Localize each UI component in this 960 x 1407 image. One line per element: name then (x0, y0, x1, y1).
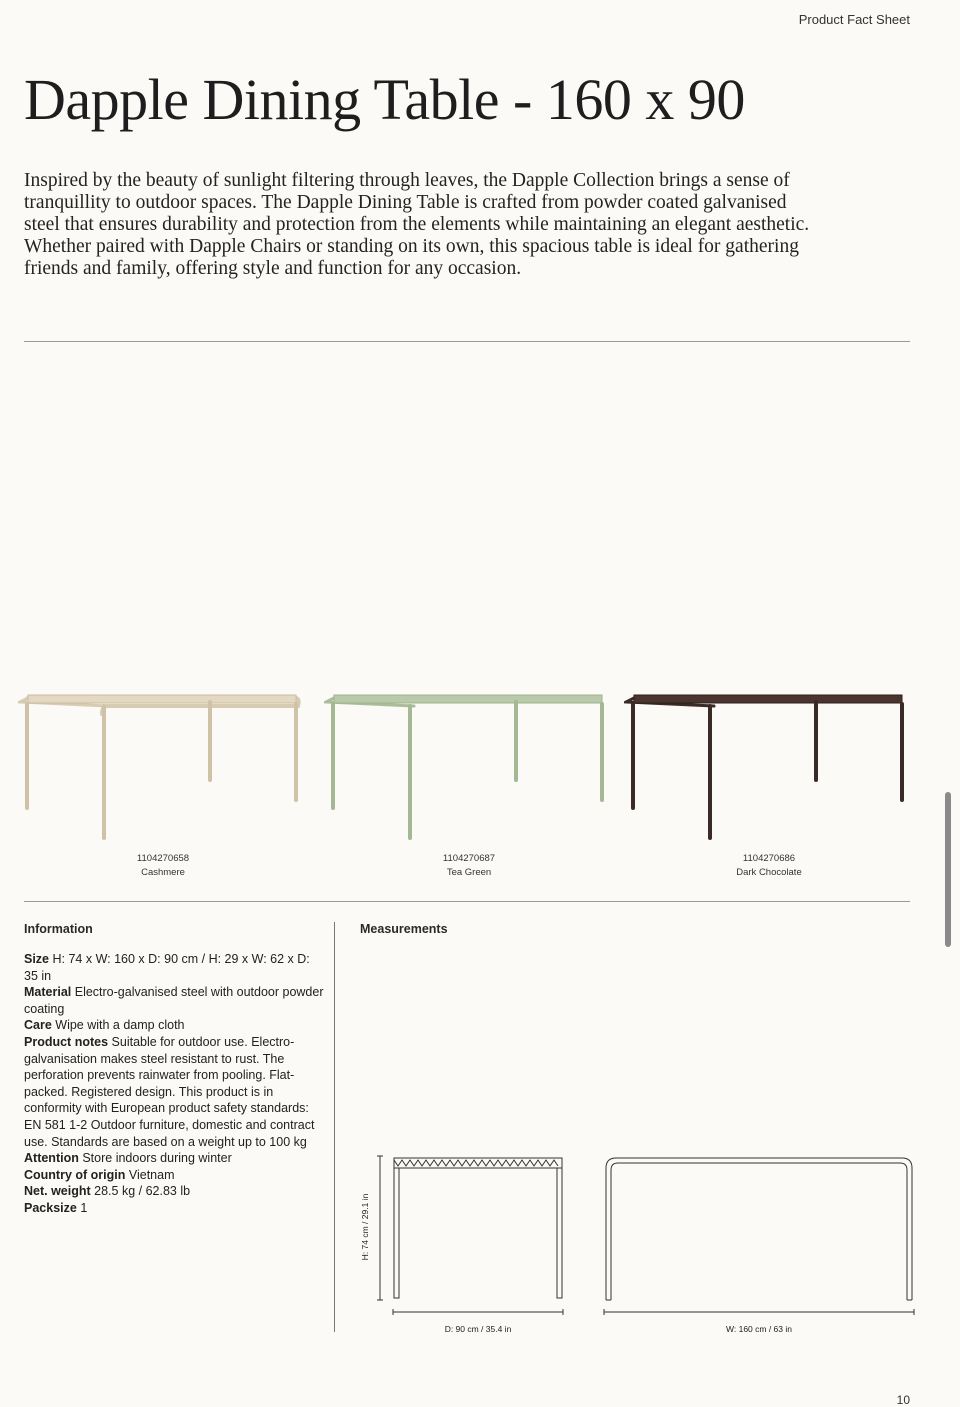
variant-card (18, 690, 308, 878)
table-image (624, 690, 914, 845)
height-label: H: 74 cm / 29.1 in (360, 1193, 370, 1261)
table-image (18, 690, 308, 845)
measurements-heading: Measurements (360, 922, 448, 936)
top-divider (24, 341, 910, 342)
page-number: 10 (896, 1393, 910, 1407)
column-divider (334, 922, 335, 1332)
information-list (24, 951, 324, 1217)
info-care: Care Wipe with a damp cloth (24, 1018, 185, 1033)
info-origin: Country of origin Vietnam (24, 1167, 175, 1182)
info-product-notes: Product notes Suitable for outdoor use. Electro-galvanisation makes steel resistant to rust. The perforation prevents rainwater from pooling. Flat-packed. Registered design. This product is in conformity with European product safety standards: EN 581 1-2 Outdoor furniture, domestic and contract use. Standards are based on a weight up to 100 kg (24, 1034, 315, 1149)
info-packsize: Packsize 1 (24, 1200, 88, 1215)
variant-sku: 1104270658 (136, 853, 190, 864)
info-material: Material Electro-galvanised steel with outdoor powder coating (24, 985, 324, 1016)
variant-color-name: Dark Chocolate (736, 867, 802, 878)
variant-color-name: Tea Green (446, 867, 492, 878)
side-elevation-drawing (370, 1150, 580, 1320)
variant-card (324, 690, 614, 878)
tabletop (334, 695, 602, 703)
front-elevation-drawing (598, 1150, 920, 1320)
middle-divider (24, 901, 910, 902)
tabletop (28, 695, 296, 703)
page-title: Dapple Dining Table - 160 x 90 (24, 67, 745, 132)
info-attention: Attention Store indoors during winter (24, 1151, 232, 1166)
header-label: Product Fact Sheet (798, 12, 910, 27)
depth-label: D: 90 cm / 35.4 in (444, 1324, 512, 1334)
scrollbar-thumb[interactable] (945, 792, 951, 947)
intro-paragraph: Inspired by the beauty of sunlight filtering through leaves, the Dapple Collection brings a sense of tranquillity to outdoor spaces. The Dapple Dining Table is crafted from powder coated galvanised steel that ensures durability and protection from the elements while maintaining an elegant aesthetic. Whether paired with Dapple Chairs or standing on its own, this spacious table is ideal for gathering friends and family, offering style and function for any occasion. (24, 170, 810, 279)
variant-color-name: Cashmere (141, 867, 185, 878)
width-label: W: 160 cm / 63 in (726, 1324, 792, 1334)
information-heading: Information (24, 922, 93, 936)
table-image (324, 690, 614, 845)
variant-card (624, 690, 914, 878)
info-size: Size H: 74 x W: 160 x D: 90 cm / H: 29 x W: 62 x D: 35 in (24, 952, 310, 983)
variant-sku: 1104270687 (442, 853, 496, 864)
tabletop (634, 695, 902, 703)
info-weight: Net. weight 28.5 kg / 62.83 lb (24, 1184, 191, 1199)
variant-sku: 1104270686 (742, 853, 796, 864)
